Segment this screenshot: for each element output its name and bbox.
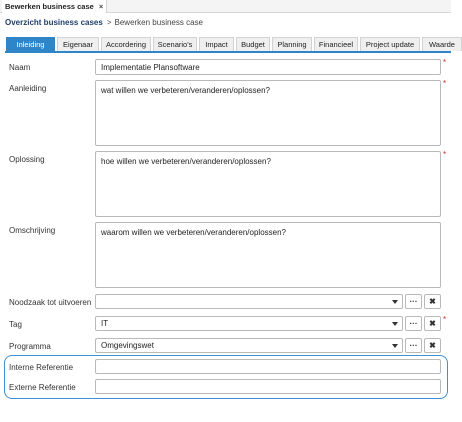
tag-more-button[interactable]: ··· [405,316,422,331]
breadcrumb [5,18,203,27]
breadcrumb-parent-link[interactable]: Overzicht business cases [5,18,103,27]
programma-more-button[interactable]: ··· [405,338,422,353]
externe-referentie-label: Externe Referentie [9,383,76,392]
tab-impact[interactable]: Impact [199,37,234,51]
chevron-down-icon [392,300,398,304]
omschrijving-label: Omschrijving [9,226,56,235]
naam-input[interactable]: Implementatie Plansoftware [95,59,441,75]
breadcrumb-separator: > [106,18,112,27]
chevron-down-icon [392,322,398,326]
window-tab-title: Bewerken business case [5,2,94,11]
breadcrumb-current: Bewerken business case [114,18,203,27]
programma-select[interactable] [95,338,403,353]
tab-accordering[interactable]: Accordering [101,37,151,51]
naam-required-marker: * [443,58,447,67]
oplossing-textarea[interactable]: hoe willen we verbeteren/veranderen/oplossen? [95,151,441,217]
noodzaak-select[interactable] [95,294,403,309]
tab-project-update[interactable]: Project update [360,37,420,51]
tag-label: Tag [9,320,22,329]
interne-referentie-label: Interne Referentie [9,363,74,372]
programma-label: Programma [9,342,51,351]
externe-referentie-input[interactable] [95,379,441,394]
tag-value: IT [101,319,109,328]
oplossing-label: Oplossing [9,155,45,164]
interne-referentie-input[interactable] [95,359,441,374]
omschrijving-textarea[interactable]: waarom willen we verbeteren/veranderen/oplossen? [95,222,441,288]
tab-inleiding[interactable]: Inleiding [6,37,55,51]
tab-scenarios[interactable]: Scenario's [153,37,197,51]
noodzaak-more-button[interactable]: ··· [405,294,422,309]
tag-clear-button[interactable]: ✖ [424,316,441,331]
aanleiding-label: Aanleiding [9,84,47,93]
noodzaak-label: Noodzaak tot uitvoeren [9,298,92,307]
close-icon[interactable]: × [98,2,104,11]
aanleiding-required-marker: * [443,79,447,88]
tag-select[interactable] [95,316,403,331]
window-tab[interactable] [2,0,107,13]
tab-strip [5,34,455,53]
programma-clear-button[interactable]: ✖ [424,338,441,353]
noodzaak-clear-button[interactable]: ✖ [424,294,441,309]
tab-waarde[interactable]: Waarde [422,37,462,51]
aanleiding-textarea[interactable]: wat willen we verbeteren/veranderen/oplossen? [95,80,441,146]
chevron-down-icon [392,344,398,348]
tag-required-marker: * [443,315,447,324]
tab-budget[interactable]: Budget [236,37,270,51]
programma-value: Omgevingswet [101,341,154,350]
tab-financieel[interactable]: Financieel [314,37,358,51]
naam-label: Naam [9,63,31,72]
oplossing-required-marker: * [443,150,447,159]
window-tabbar [0,0,451,13]
tab-planning[interactable]: Planning [272,37,312,51]
tab-eigenaar[interactable]: Eigenaar [57,37,99,51]
